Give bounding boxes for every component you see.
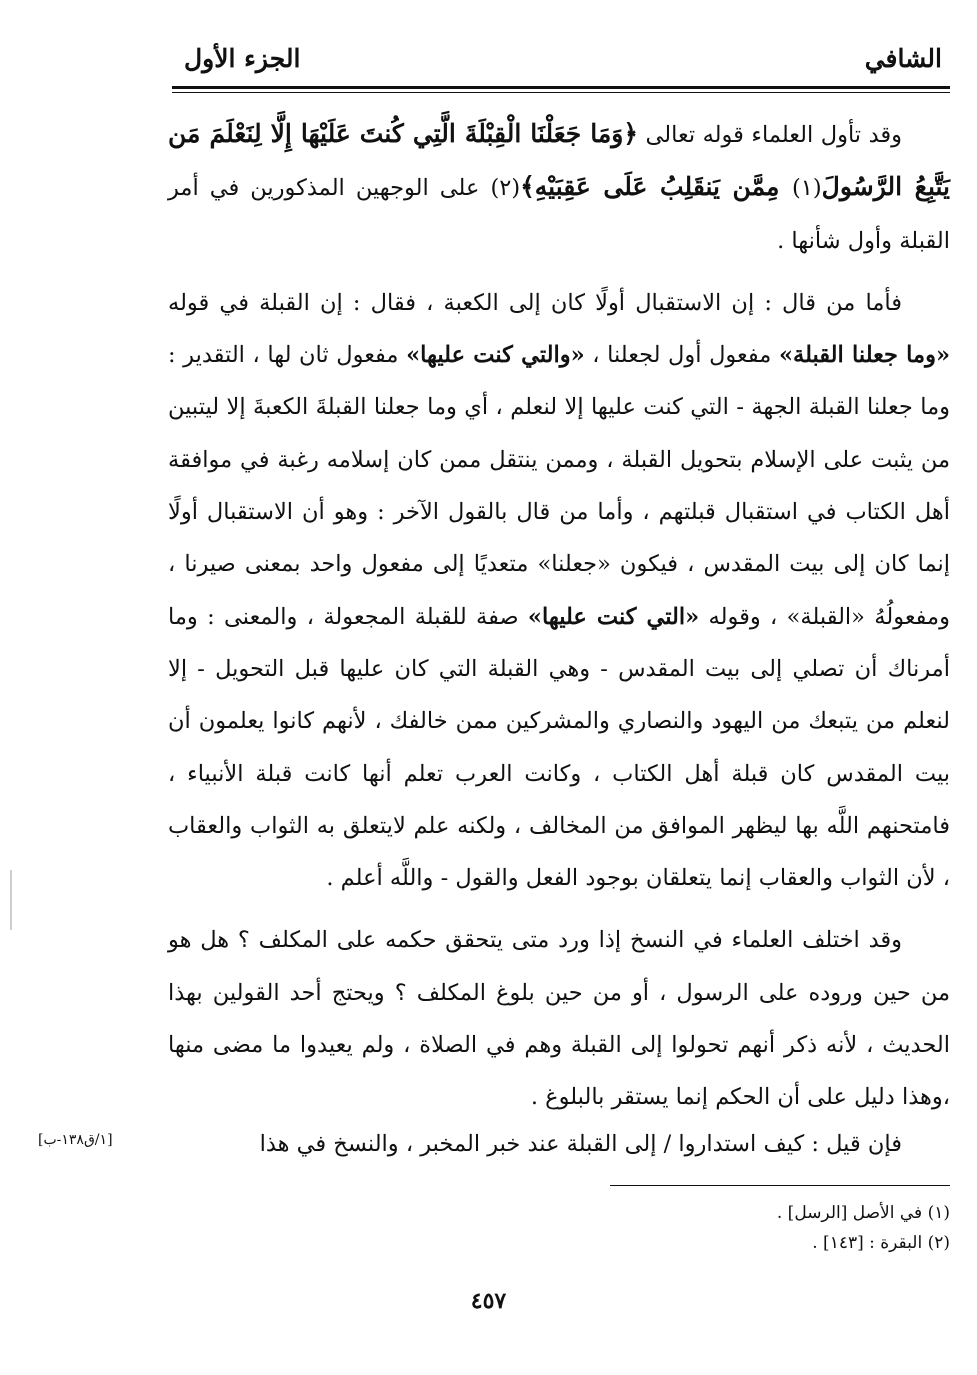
footnote-1: (١) في الأصل [الرسل] . [776, 1203, 950, 1223]
quoted-phrase: «وما جعلنا القبلة» [778, 342, 951, 369]
text-segment: وقد تأول العلماء قوله تعالى [638, 122, 902, 148]
paragraph-1 [168, 108, 950, 267]
text-segment: مفعول أول لجعلنا ، [584, 342, 779, 369]
paragraph-2 [168, 277, 950, 905]
book-title: الشافي [864, 44, 942, 73]
paragraph-3 [168, 914, 950, 1123]
text-segment: مفعول ثان لها ، التقدير : وما جعلنا القبلة الجهة - التي كنت عليها إلا لنعلم ، أي وما جعلنا القبلةَ الكعبةَ إلا ليتبين من يثبت على الإسلام بتحويل القبلة ، وممن ينتقل ممن كان إسلامه رغبة في موافقة أهل الكتاب في استقبال قبلتهم ، وأما من قال بالقول الآخر : وهو أن الاستقبال أولًا إنما كان إلى بيت المقدس ، فيكون «جعلنا» متعديًا إلى مفعول واحد بمعنى صيرنا ، ومفعولُهُ «القبلة» ، وقوله [168, 342, 950, 630]
text-segment: فأما من قال : إن الاستقبال أولًا كان إلى الكعبة ، فقال : إن القبلة في قوله [168, 289, 902, 316]
quoted-phrase: «والتي كنت عليها» [406, 342, 585, 369]
header-rule-thick [172, 86, 950, 89]
quran-verse: ﴿وَمَا جَعَلْنَا الْقِبْلَةَ الَّتِي كُنتَ عَلَيْهَا إِلَّا لِنَعْلَمَ مَن يَتَّبِعُ الرَّسُولَ [168, 119, 950, 202]
header-rule-thin [172, 92, 950, 93]
quoted-phrase: «التي كنت عليها» [527, 603, 700, 630]
footnote-2: (٢) البقرة : [١٤٣] . [812, 1233, 950, 1253]
text-segment: صفة للقبلة المجعولة ، والمعنى : وما أمرناك أن تصلي إلى بيت المقدس - وهي القبلة التي كان عليها قبل التحويل - إلا لنعلم من يتبعك من اليهود والنصاري والمشركين ممن خالفك ، لأنهم كانوا يعلمون أن بيت المقدس كان قبلة أهل الكتاب ، وكانت العرب تعلم أنها كانت قبلة الأنبياء ، فامتحنهم اللَّه بها ليظهر الموافق من المخالف ، ولكنه علم لايتعلق به الثواب والعقاب ، لأن الثواب والعقاب إنما يتعلقان بوجود الفعل والقول - واللَّه أعلم . [168, 603, 950, 892]
scan-edge-mark [10, 870, 12, 930]
main-text [168, 108, 950, 1134]
text-segment: وقد اختلف العلماء في النسخ إذا ورد متى يتحقق حكمه على المكلف ؟ هل هو من حين وروده على الرسول ، أو من حين بلوغ المكلف ؟ ويحتج أحد القولين بهذا الحديث ، لأنه ذكر أنهم تحولوا إلى القبلة وهم في الصلاة ، ولم يعيدوا ما مضى منها ،وهذا دليل على أن الحكم إنما يستقر بالبلوغ . [168, 927, 950, 1111]
volume-label: الجزء الأول [184, 44, 301, 73]
running-header [172, 36, 950, 80]
footnotes [560, 1198, 950, 1258]
manuscript-folio-note: [١/ق١٣٨-ب] [38, 1132, 113, 1148]
last-line-text: فإن قيل : كيف استداروا / إلى القبلة عند خبر المخبر ، والنسخ في هذا [259, 1131, 902, 1157]
text-segment: (٢) على الوجهين المذكورين في أمر القبلة وأول شأنها . [168, 175, 950, 254]
page-number: ٤٥٧ [470, 1288, 507, 1314]
text-segment: (١) [792, 175, 822, 202]
quran-verse: مِمَّن يَنقَلِبُ عَلَى عَقِبَيْهِ﴾ [520, 172, 793, 202]
footnote-separator [610, 1185, 950, 1186]
